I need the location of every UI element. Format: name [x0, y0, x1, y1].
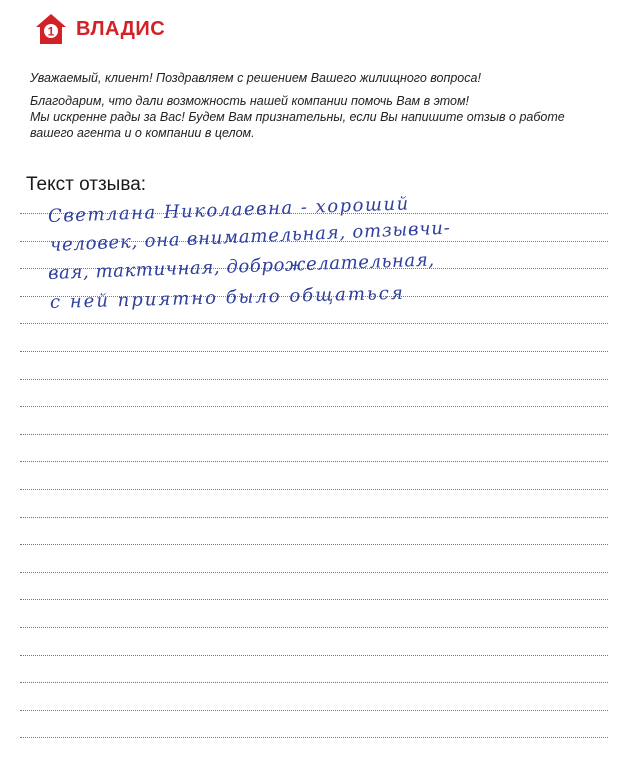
ruled-line	[20, 461, 608, 462]
ruled-line	[20, 434, 608, 435]
ruled-line	[20, 517, 608, 518]
ruled-line	[20, 572, 608, 573]
ruled-lines	[20, 0, 608, 768]
handwritten-line-1: Светлана Николаевна - хороший	[47, 193, 411, 227]
brand-name: ВЛАДИС	[76, 17, 166, 40]
handwritten-line-4: с ней приятно было общаться	[49, 282, 405, 313]
ruled-line	[20, 379, 608, 380]
review-heading: Текст отзыва:	[26, 174, 147, 195]
ruled-line	[20, 737, 608, 738]
ruled-line	[20, 406, 608, 407]
request-line-cont: вашего агента и о компании в целом.	[30, 126, 255, 140]
ruled-line	[20, 682, 608, 683]
thanks-line: Благодарим, что дали возможность нашей компании помочь Вам в этом!	[30, 94, 470, 108]
ruled-line	[20, 323, 608, 324]
logo-digit: 1	[47, 24, 55, 39]
ruled-line	[20, 544, 608, 545]
ruled-line	[20, 655, 608, 656]
greeting-line: Уважаемый, клиент! Поздравляем с решением Вашего жилищного вопроса!	[30, 71, 481, 85]
ruled-line	[20, 627, 608, 628]
ruled-line	[20, 710, 608, 711]
handwritten-line-3: вая, тактичная, доброжелательная,	[47, 249, 435, 284]
ruled-line	[20, 351, 608, 352]
request-line: Мы искренне рады за Вас! Будем Вам признательны, если Вы напишите отзыв о работе	[30, 110, 565, 124]
ruled-line	[20, 599, 608, 600]
ruled-line	[20, 489, 608, 490]
handwritten-line-2: человек, она внимательная, отзывчи-	[49, 217, 451, 256]
